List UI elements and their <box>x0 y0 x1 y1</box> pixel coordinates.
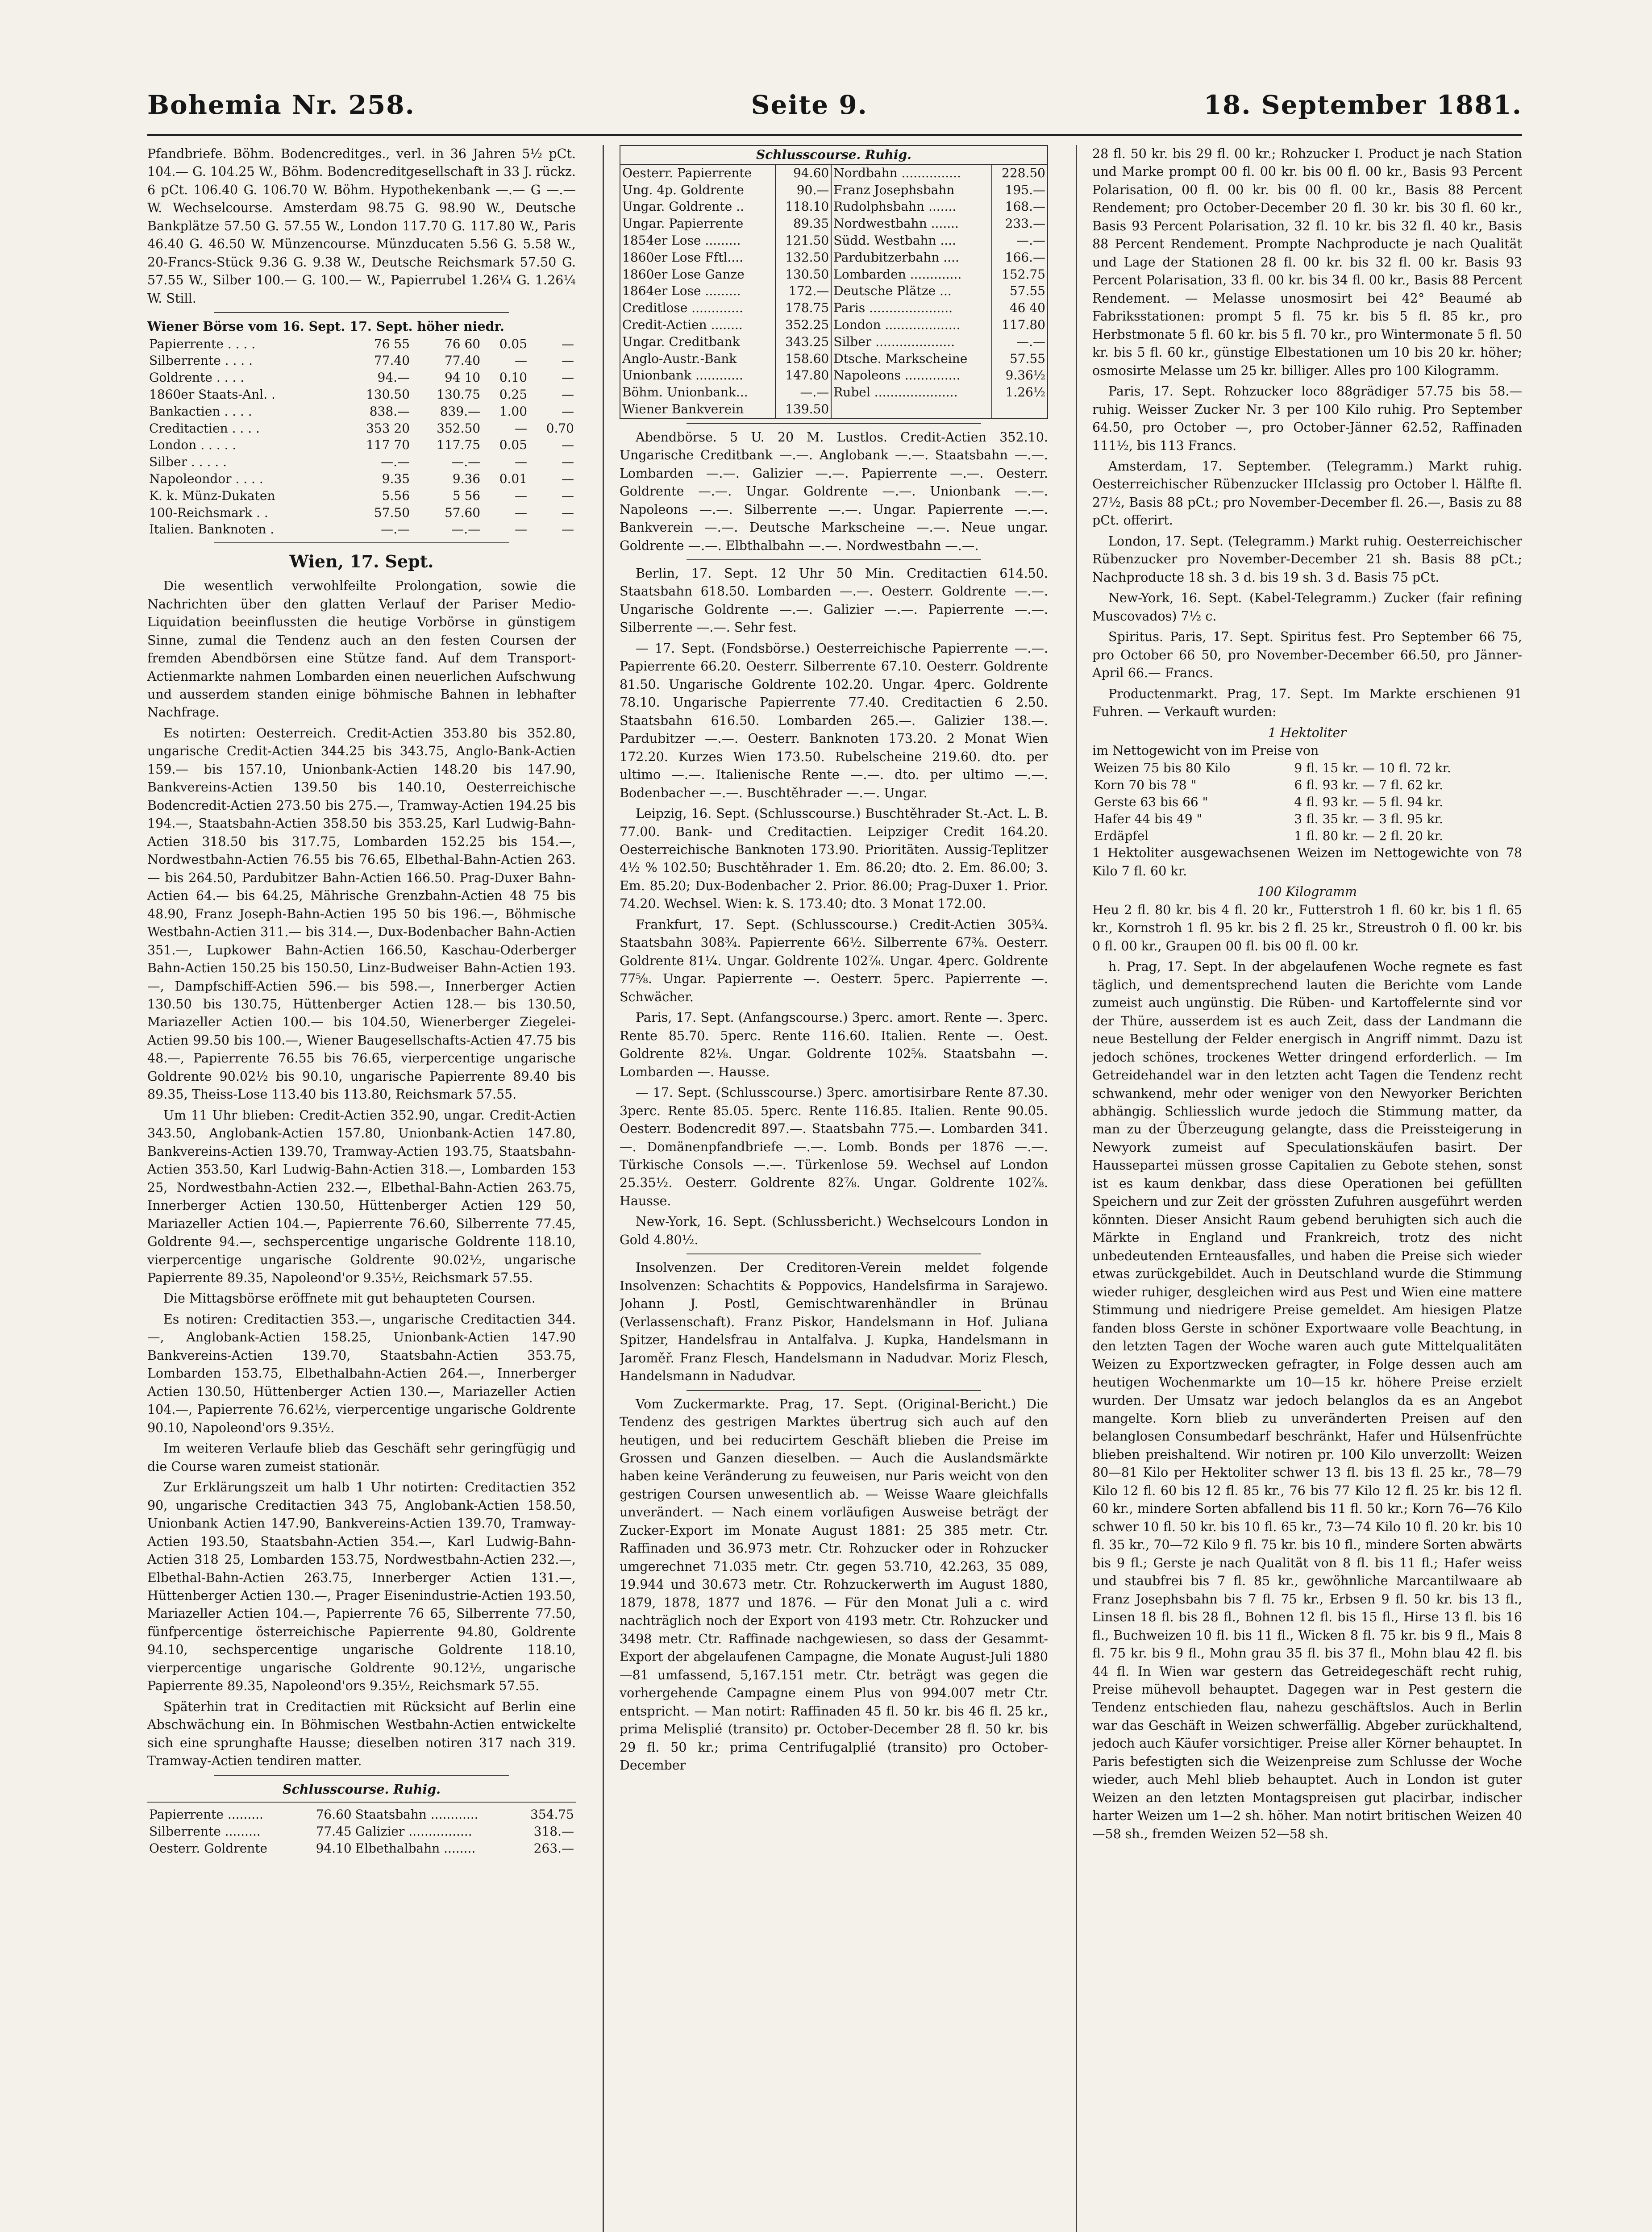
table-cell: 57.60 <box>444 505 481 520</box>
table-cell: Napoleondor . . . . <box>149 471 263 487</box>
paris-paragraph: — 17. Sept. (Schlusscourse.) 3perc. amortisirbare Rente 87.30. 3perc. Rente 85.05. 5perc. Rente 116.85. Italien. Rente 90.05. Oesterr. Bodencredit 897.—. Staatsbahn 775.—. Lombarden 341.—. Domänenpfandbriefe —.—. Lomb. Bonds per 1876 —.—. Türkische Consols —.—. Türkenlose 59. Wechsel auf London 25.35½. Oesterr. Goldrente 82⅞. Ungar. Goldrente 102⅞. Hausse. <box>620 1085 1048 1208</box>
table-cell: Weizen 75 bis 80 Kilo <box>1094 761 1231 776</box>
wien-paragraph: Die wesentlich verwohlfeilte Prolongation, sowie die Nachrichten über den glatten Verlauf der Pariser Medio-Liquidation beeinflussten die heutige Vorbörse in günstigem Sinne, zumal die Tendenz auch an den festen Coursen der fremden Abendbörsen eine Stütze fand. Auf dem Transport-Actienmarkte nahmen Lombarden einen neuerlichen Aufschwung und ausserdem standen einige böhmische Bahnen in lebhafter Nachfrage. <box>147 579 576 720</box>
table-cell: 76.60 <box>316 1807 352 1822</box>
grain-row <box>1092 794 1522 811</box>
boerse-row <box>147 437 576 454</box>
table-cell: Erdäpfel <box>1094 828 1149 843</box>
section-rule <box>147 1802 576 1803</box>
table-cell: Südd. Westbahn .... <box>831 232 992 249</box>
productenmarkt-paragraph: Productenmarkt. Prag, 17. Sept. Im Markte erschienen 91 Fuhren. — Verkauft wurden: <box>1092 686 1522 720</box>
table-cell: 46 40 <box>1009 300 1045 316</box>
table-cell: 1864er Lose ......... <box>620 283 775 300</box>
schluss-row <box>620 215 1048 232</box>
table-cell: 1860er Lose Fftl.... <box>620 249 775 266</box>
table-cell: Credit-Actien ........ <box>620 316 775 333</box>
table-cell: Silber . . . . . <box>149 454 227 470</box>
table-cell: 6 fl. 93 kr. — 7 fl. 62 kr. <box>1294 778 1443 793</box>
table-cell: 318.— <box>533 1824 574 1839</box>
table-cell: 0.05 <box>499 336 528 351</box>
table-cell: 1.26½ <box>1005 385 1045 400</box>
table-cell: — <box>562 471 574 487</box>
table-cell: 77.40 <box>444 353 481 368</box>
table-cell: — <box>515 522 528 537</box>
table-cell: 76 60 <box>444 336 481 351</box>
table-cell: 343.25 <box>775 333 831 350</box>
boerse-row <box>147 471 576 487</box>
table-cell: Bankactien . . . . <box>149 404 252 419</box>
table-cell: 1860er Lose Ganze <box>620 266 775 283</box>
amsterdam-paragraph: Amsterdam, 17. September. (Telegramm.) Markt ruhig. Oesterreichischer Rübenzucker IIIclassig pro October l. Hälfte fl. 27½, Basis 88 pCt.; pro November-December fl. 26.—, Basis zu 88 pCt. offerirt. <box>1092 458 1522 528</box>
table-cell: 172.— <box>775 283 831 300</box>
wien-paragraph: Es notirten: Oesterreich. Credit-Actien 353.80 bis 352.80, ungarische Credit-Actien 344.25 bis 343.75, Anglo-Bank-Actien 159.— bis 157.10, Unionbank-Actien 148.20 bis 147.90, Bankvereins-Actien 139.50 bis 140.10, Oesterreichische Bodencredit-Actien 273.50 bis 275.—, Tramway-Actien 194.25 bis 194.—, Staatsbahn-Actien 358.50 bis 353.25, Karl Ludwig-Bahn-Actien 318.50 bis 317.75, Lombarden 152.25 bis 154.—, Nordwestbahn-Actien 76.55 bis 76.65, Elbethal-Bahn-Actien 263.— bis 264.50, Pardubitzer Bahn-Actien 166.50. Prag-Duxer Bahn-Actien 64.— bis 64.25, Mährische Grenzbahn-Actien 48 75 bis 48.90, Franz Joseph-Bahn-Actien 195 50 bis 196.—, Böhmische Westbahn-Actien 311.— bis 314.—, Dux-Bodenbacher Bahn-Actien 351.—, Lupkower Bahn-Actien 166.50, Kaschau-Oderberger Bahn-Actien 150.25 bis 150.50, Linz-Budweiser Bahn-Actien 193.—, Dampfschiff-Actien 596.— bis 598.—, Innerberger Actien 130.50 bis 130.75, Hüttenberger Actien 128.— bis 130.50, Mariazeller Actien 100.— bis 104.50, Wienerberger Ziegelei-Actien 99.50 bis 100.—, Wiener Baugesellschafts-Actien 47.75 bis 48.—, Papierrente 76.55 bis 76.65, vierpercentige ungarische Goldrente 90.02½ bis 90.10, ungarische Papierrente 89.40 bis 89.35, Theiss-Lose 113.40 bis 113.80, Reichsmark 57.55. <box>147 725 576 1102</box>
table-cell: Dtsche. Markscheine <box>831 350 992 367</box>
table-cell: —.— <box>1016 334 1045 349</box>
table-cell: 77.45 <box>316 1824 352 1839</box>
table-cell: 9.35 <box>382 471 410 487</box>
table-cell: 354.75 <box>530 1807 574 1822</box>
newspaper-page <box>147 67 1522 2232</box>
table-cell: 352.25 <box>775 316 831 333</box>
table-cell: Korn 70 bis 78 " <box>1094 778 1197 793</box>
table-cell: 77.40 <box>374 353 410 368</box>
zucker-continued: 28 fl. 50 kr. bis 29 fl. 00 kr.; Rohzucker I. Product je nach Station und Marke prompt 00 fl. 00 kr. bis 00 fl. 00 kr., Basis 93 Percent Polarisation, 00 fl. 00 kr. bis 00 fl. 00 kr., Basis 88 Percent Rendement; pro October-December 20 fl. 30 kr. bis 30 fl. 60 kr., Basis 93 Percent Polarisation, 32 fl. 10 kr. bis 32 fl. 40 kr., Basis 88 Percent Rendement. Prompte Nachproducte je nach Qualität und Lage der Stationen 28 fl. 00 kr. bis 32 fl. 00 kr. Basis 93 Percent Polarisation, 33 fl. 00 kr. bis 34 fl. 00 kr., Basis 88 Percent Rendement. — Melasse unosmosirt bei 42° Beaumé ab Fabriksstationen: prompt 5 fl. 75 kr. bis 5 fl. 85 kr., pro Herbstmonate 5 fl. 60 kr. bis 5 fl. 70 kr., pro Wintermonate 5 fl. 50 kr. bis 5 fl. 60 kr., günstige Elbestationen um 10 bis 20 kr. höher; osmosirte Melasse um 25 kr. billiger. Alles pro 100 Kilogramm. <box>1092 146 1522 378</box>
column-2 <box>620 145 1048 2232</box>
table-cell: 117.75 <box>437 437 481 453</box>
table-cell: 4 fl. 93 kr. — 5 fl. 94 kr. <box>1294 795 1443 810</box>
table-cell: 168.— <box>1005 199 1045 214</box>
table-cell: —.— <box>775 384 831 401</box>
table-cell: 57.50 <box>374 505 410 520</box>
table-cell: Silberrente ......... <box>149 1824 261 1839</box>
schluss-row <box>620 249 1048 266</box>
kilogramm-label: 100 Kilogramm <box>1257 884 1357 899</box>
abendboerse-paragraph: Abendbörse. 5 U. 20 M. Lustlos. Credit-Actien 352.10. Ungarische Creditbank —.—. Anglobank —.—. Staatsbahn —.—. Lombarden —.—. Galizier —.—. Papierrente —.—. Oesterr. Goldrente —.—. Ungar. Goldrente —.—. Unionbank —.—. Napoleons —.—. Silberrente —.—. Ungar. Papierrente —.—. Bankverein —.—. Deutsche Markscheine —.—. Neue ungar. Goldrente —.—. Elbthalbahn —.—. Nordwestbahn —.—. <box>620 429 1048 553</box>
schluss-row <box>620 367 1048 384</box>
table-cell: 139.50 <box>775 401 831 418</box>
column-1 <box>147 145 576 2232</box>
table-cell: Paris ..................... <box>831 300 992 316</box>
heu-paragraph: Heu 2 fl. 80 kr. bis 4 fl. 20 kr., Futterstroh 1 fl. 60 kr. bis 1 fl. 65 kr., Kornstroh 1 fl. 95 kr. bis 2 fl. 25 kr., Streustroh 0 fl. 00 kr. bis 0 fl. 00 kr., Graupen 00 fl. bis 00 fl. 00 kr. <box>1092 902 1522 954</box>
table-cell: 94 10 <box>444 370 481 385</box>
table-cell: Napoleons .............. <box>831 367 992 384</box>
table-cell: Papierrente . . . . <box>149 336 256 351</box>
section-rule <box>214 542 509 543</box>
table-cell: Italien. Banknoten . <box>149 522 275 537</box>
getreide-paragraph: h. Prag, 17. Sept. In der abgelaufenen Woche regnete es fast täglich, und dementsprechend lauten die Berichte vom Lande zumeist auch ungünstig. Die Rüben- und Kartoffelernte sind vor der Thüre, ausserdem ist es auch Zeit, dass der Landmann die neue Bestellung der Felder energisch in Angriff nimmt. Dazu ist jedoch schönes, trockenes Wetter dringend erforderlich. — Im Getreidehandel war in den letzten acht Tagen die Tendenz recht schwankend, mehr oder weniger von den Newyorker Berichten abhängig. Schliesslich wurde jedoch die Stimmung matter, da man zu der Überzeugung gelangte, dass die Preissteigerung in Newyork zumeist auf Speculationskäufen basirt. Der Haussepartei müssen grosse Capitalien zu Gebote stehen, sonst ist es kaum denkbar, dass diese Operationen bei gefüllten Speichern und zur Zeit der grössten Zufuhren ausgeführt werden könnten. Dieser Ansicht Raum gebend beruhigten sich auch die Märkte in England und Frankreich, trotz des nicht unbedeutenden Ernteausfalles, und haben die Preise sich wieder etwas zurückgebildet. Auch in Deutschland wurde die Stimmung wieder ruhiger, desgleichen wird aus Pest und Wien eine mattere Stimmung und niedrigere Preise gemeldet. Am hiesigen Platze fanden bloss Gerste in schöner Exportwaare volle Beachtung, in den letzten Tagen der Woche waren auch gute Mittelqualitäten Weizen zu Exportzwecken gefragter, in Folge dessen auch am heutigen Wochenmarkte um 10—15 kr. höhere Preise erzielt wurden. Der Umsatz war jedoch belanglos da es an Angebot mangelte. Korn blieb zu unveränderten Preisen auf den belanglosen Consumbedarf beschränkt, Hafer und Hülsenfrüchte blieben preishaltend. Wir notiren pr. 100 Kilo unverzollt: Weizen 80—81 Kilo per Hektoliter schwer 13 fl. bis 13 fl. 25 kr., 78—79 Kilo 12 fl. 60 bis 12 fl. 85 kr., 76 bis 77 Kilo 12 fl. 25 kr. bis 12 fl. 60 kr., mindere Sorten abfallend bis 11 fl. 50 kr.; Korn 76—76 Kilo schwer 10 fl. 50 kr. bis 10 fl. 65 kr., 73—74 Kilo 10 fl. 20 kr. bis 10 fl. 35 kr., 70—72 Kilo 9 fl. 75 kr. bis 10 fl., mindere Sorten abwärts bis 9 fl.; Gerste je nach Qualität von 8 fl. bis 11 fl.; Hafer weiss und staubfrei bis 7 fl. 85 kr., gewöhnliche Marcantilwaare ab Franz Josephsbahn bis 7 fl. 75 kr., Erbsen 9 fl. 50 kr. bis 13 fl., Linsen 18 fl. bis 28 fl., Bohnen 12 fl. bis 15 fl., Hirse 13 fl. bis 16 fl., Buchweizen 10 fl. bis 11 fl., Wicken 8 fl. 75 kr. bis 9 fl., Mais 8 fl. 75 kr. bis 9 fl., Mohn grau 35 fl. bis 37 fl., Mohn blau 42 fl. bis 44 fl. In Wien war gestern das Getreidegeschäft recht ruhig, Preise mühevoll behauptet. Dagegen war in Pest gestern die Tendenz entschieden flau, nahezu geschäftslos. Auch in Berlin war das Geschäft in Weizen schwerfällig. Abgeber zurückhaltend, jedoch auch Käufer vorsichtiger. Preise aller Körner behauptet. In Paris befestigten sich die Weizenpreise zum Schlusse der Woche wieder, auch Mehl blieb behauptet. Auch in London ist guter Weizen an den letzten Montagspreisen gut placirbar, indischer harter Weizen um 1—2 sh. höher. Man notirt britischen Weizen 40—58 sh., fremden Weizen 52—58 sh. <box>1092 959 1522 1841</box>
table-cell: — <box>562 336 574 351</box>
wien-paragraph: Um 11 Uhr blieben: Credit-Actien 352.90, ungar. Credit-Actien 343.50, Anglobank-Actien 157.80, Unionbank-Actien 147.80, Bankvereins-Actien 139.70, Tramway-Actien 193.75, Staatsbahn-Actien 353.50, Karl Ludwig-Bahn-Actien 318.—, Lombarden 153 25, Nordwestbahn-Actien 232.—, Elbethal-Bahn-Actien 263.75, Innerberger Actien 130.50, Hüttenberger Actien 129 50, Mariazeller Actien 104.—, Papierrente 76.60, Silberrente 77.45, Goldrente 94.—, sechspercentige ungarische Goldrente 118.10, vierpercentige ungarische Goldrente 90.02½, ungarische Papierrente 89.35, Napoleond'or 9.35½, Reichsmark 57.55. <box>147 1108 576 1286</box>
section-rule <box>214 1775 509 1776</box>
boerse-row <box>147 386 576 403</box>
boerse-row <box>147 504 576 521</box>
grain-price-table <box>1092 760 1522 844</box>
table-cell: — <box>562 454 574 470</box>
table-cell: 89.35 <box>775 215 831 232</box>
london-paragraph: London, 17. Sept. (Telegramm.) Markt ruhig. Oesterreichischer Rübenzucker pro November-December 21 sh. Basis 88 pCt.; Nachproducte 18 sh. 3 d. bis 19 sh. 3 d. Basis 75 pCt. <box>1092 533 1522 585</box>
table-cell: 1.00 <box>499 404 528 419</box>
table-cell: — <box>515 488 528 503</box>
table-cell: Creditactien . . . . <box>149 421 260 436</box>
schluss-row <box>620 198 1048 215</box>
boerse-row <box>147 521 576 538</box>
table-cell: 94.60 <box>775 164 831 182</box>
schlusscourse-heading: Schlusscourse. Ruhig. <box>620 145 1048 164</box>
section-rule <box>687 559 981 560</box>
table-cell: Unionbank ............ <box>620 367 775 384</box>
wiener-boerse-table <box>147 336 576 538</box>
table-cell: — <box>562 370 574 385</box>
table-cell: Oesterr. Papierrente <box>620 164 775 182</box>
table-cell: Oesterr. Goldrente <box>149 1841 268 1856</box>
boerse-row <box>147 352 576 369</box>
boerse-row <box>147 369 576 386</box>
table-cell: 839.— <box>440 404 481 419</box>
column-3 <box>1092 145 1522 2232</box>
schlusscourse-table-small <box>147 1806 576 1857</box>
table-cell: London . . . . . <box>149 437 237 453</box>
table-cell: 121.50 <box>775 232 831 249</box>
table-cell: Wiener Bankverein <box>620 401 775 418</box>
table-cell <box>992 401 1048 418</box>
table-cell: Deutsche Plätze ... <box>831 283 992 300</box>
table-cell: London ................... <box>831 316 992 333</box>
grain-table-heading: im Nettogewicht von im Preise von <box>1092 743 1319 758</box>
table-cell: 263.— <box>533 1841 574 1856</box>
table-cell: 0.25 <box>499 387 528 402</box>
table-cell: 0.70 <box>546 421 574 436</box>
table-cell: 118.10 <box>775 198 831 215</box>
table-cell: —.— <box>451 522 481 537</box>
table-cell: —.— <box>451 454 481 470</box>
table-cell: 132.50 <box>775 249 831 266</box>
schluss-row <box>620 333 1048 350</box>
table-cell: —.— <box>381 522 410 537</box>
wien-heading: Wien, 17. Sept. <box>289 551 434 572</box>
table-cell: 90.— <box>775 182 831 199</box>
table-cell: 117.80 <box>1002 317 1045 332</box>
schluss-row <box>620 266 1048 283</box>
boerse-row <box>147 487 576 504</box>
grain-row <box>1092 760 1522 777</box>
paris-paragraph: Paris, 17. Sept. (Anfangscourse.) 3perc. amort. Rente —. 3perc. Rente 85.70. 5perc. Rente 116.60. Italien. Rente —. Oest. Goldrente 82⅛. Ungar. Goldrente 102⅝. Staatsbahn —. Lombarden —. Hausse. <box>620 1010 1048 1079</box>
table-cell: 0.10 <box>499 370 528 385</box>
boerse-row <box>147 454 576 471</box>
table-cell: — <box>562 488 574 503</box>
table-cell: 100-Reichsmark . . <box>149 505 268 520</box>
table-cell: — <box>562 353 574 368</box>
newyork-paragraph: New-York, 16. Sept. (Schlussbericht.) Wechselcours London in Gold 4.80½. <box>620 1214 1048 1247</box>
grain-row <box>1092 777 1522 794</box>
table-cell: 94.10 <box>316 1841 352 1856</box>
table-cell: Creditlose ............. <box>620 300 775 316</box>
column-divider <box>603 145 604 2232</box>
table-cell: 353 20 <box>366 421 410 436</box>
table-cell: Anglo-Austr.-Bank <box>620 350 775 367</box>
schluss-row <box>147 1806 576 1823</box>
newyork-zucker-paragraph: New-York, 16. Sept. (Kabel-Telegramm.) Zucker (fair refining Muscovados) 7½ c. <box>1092 591 1522 624</box>
table-cell: — <box>515 454 528 470</box>
table-cell: 5.56 <box>382 488 410 503</box>
table-cell: 147.80 <box>775 367 831 384</box>
table-cell: Franz Josephsbahn <box>831 182 992 199</box>
frankfurt-paragraph: Frankfurt, 17. Sept. (Schlusscourse.) Credit-Actien 305¾. Staatsbahn 308¾. Papierrente 66½. Silberrente 67⅜. Oesterr. Goldrente 81¼. Ungar. Goldrente 102⅞. Ungar. 4perc. Goldrente 77⅝. Ungar. Papierrente —. Oesterr. 5perc. Papierrente —. Schwächer. <box>620 917 1048 1004</box>
table-cell: 130.75 <box>437 387 481 402</box>
table-cell: 130.50 <box>366 387 410 402</box>
table-cell: — <box>562 404 574 419</box>
grain-row <box>1092 828 1522 845</box>
table-cell: 166.— <box>1005 250 1045 265</box>
table-cell: Böhm. Unionbank... <box>620 384 775 401</box>
boerse-row <box>147 403 576 420</box>
table-cell: 1854er Lose ......... <box>620 232 775 249</box>
wien-paragraph: Im weiteren Verlaufe blieb das Geschäft sehr geringfügig und die Course waren zumeist stationär. <box>147 1441 576 1474</box>
table-cell: 3 fl. 35 kr. — 3 fl. 95 kr. <box>1294 811 1443 826</box>
table-cell: Rudolphsbahn ....... <box>831 198 992 215</box>
table-cell: Silberrente . . . . <box>149 353 253 368</box>
zuckermarkt-paragraph: Vom Zuckermarkte. Prag, 17. Sept. (Original-Bericht.) Die Tendenz des gestrigen Marktes übertrug sich auch auf den heutigen, und bei reducirtem Geschäft blieben die Preise im Grossen und Ganzen dieselben. — Auch die Auslandsmärkte haben keine Veränderung zu feuweisen, nur Paris weicht von den gestrigen Coursen unwesentlich ab. — Weisse Waare gleichfalls unverändert. — Nach einem vorläufigen Ausweise beträgt der Zucker-Export im Monate August 1881: 25 385 metr. Ctr. Raffinaden und 36.973 metr. Ctr. Rohzucker oder in Rohzucker umgerechnet 71.035 metr. Ctr. gegen 53.710, 42.263, 35 089, 19.944 und 30.673 metr. Ctr. Rohzuckerwerth im August 1880, 1879, 1878, 1877 und 1876. — Für den Monat Juli a c. wird nachträglich noch der Export von 4193 metr. Ctr. Rohzucker und 3498 metr. Ctr. Raffinade nachgewiesen, so dass der Gesammt-Export der abgelaufenen Campagne, die Monate August-Juli 1880—81 umfassend, 5,167.151 metr. Ctr. beträgt was gegen die vorhergehende Campagne einem Plus von 994.007 metr Ctr. entspricht. — Man notirt: Raffinaden 45 fl. 50 kr. bis 46 fl. 25 kr., prima Melisplié (transito) pr. October-December 28 fl. 50 kr. bis 29 fl. 50 kr.; prima Centrifugalplié (transito) pro October-December <box>620 1396 1048 1773</box>
section-rule <box>687 1390 981 1391</box>
section-rule <box>687 1253 981 1254</box>
boerse-table-title: Wiener Börse vom 16. Sept. 17. Sept. höher niedr. <box>147 319 504 334</box>
table-cell: 9.36 <box>452 471 481 487</box>
table-cell: Galizier ................ <box>355 1824 472 1839</box>
boerse-row <box>147 420 576 437</box>
table-cell: Staatsbahn ............ <box>355 1807 479 1822</box>
table-cell: K. k. Münz-Dukaten <box>149 488 275 503</box>
hektoliter-note: 1 Hektoliter ausgewachsenen Weizen im Nettogewichte von 78 Kilo 7 fl. 60 kr. <box>1092 845 1522 879</box>
table-cell: — <box>562 522 574 537</box>
table-cell: Ungar. Goldrente .. <box>620 198 775 215</box>
schluss-row <box>620 350 1048 367</box>
schluss-row <box>620 283 1048 300</box>
schluss-row <box>147 1840 576 1857</box>
page-number: Seite 9. <box>751 90 868 120</box>
table-cell: 130.50 <box>775 266 831 283</box>
header-rule <box>147 134 1522 136</box>
table-cell: Ung. 4p. Goldrente <box>620 182 775 199</box>
boerse-row <box>147 336 576 353</box>
berlin-paragraph: Berlin, 17. Sept. 12 Uhr 50 Min. Creditactien 614.50. Staatsbahn 618.50. Lombarden —.—. Oesterr. Goldrente —.—. Ungarische Goldrente —.—. Galizier —.—. Papierrente —.—. Silberrente —.—. Sehr fest. <box>620 566 1048 635</box>
schluss-row <box>620 401 1048 418</box>
publication-title: Bohemia Nr. 258. <box>147 90 415 120</box>
table-cell: 1860er Staats-Anl. . <box>149 387 275 402</box>
table-cell: 9 fl. 15 kr. — 10 fl. 72 kr. <box>1294 761 1451 776</box>
table-cell: 94.— <box>377 370 410 385</box>
table-cell: 152.75 <box>1002 267 1045 282</box>
schluss-row <box>620 384 1048 401</box>
table-cell <box>831 401 992 418</box>
table-cell: 57.55 <box>1009 351 1045 366</box>
table-cell: Papierrente ......... <box>149 1807 263 1822</box>
table-cell: Rubel ..................... <box>831 384 992 401</box>
column-divider <box>1076 145 1077 2232</box>
schluss-row <box>620 164 1048 182</box>
insolvenzen-paragraph: Insolvenzen. Der Creditoren-Verein meldet folgende Insolvenzen: Schachtits & Poppovics, Handelsfirma in Sarajewo. Johann J. Postl, Gemischtwarenhändler in Brünau (Verlassenschaft). Franz Piskor, Handelsmann in Hof. Juliana Spitzer, Handelsfrau in Antalfalva. J. Kupka, Handelsmann in Jaroměř. Franz Flesch, Handelsmann in Nadudvar. Moriz Flesch, Handelsmann in Nadudvar. <box>620 1260 1048 1384</box>
berlin-paragraph: — 17. Sept. (Fondsbörse.) Oesterreichische Papierrente —.—. Papierrente 66.20. Oesterr. Silberrente 67.10. Oesterr. Goldrente 81.50. Ungarische Goldrente 102.20. Ungar. 4perc. Goldrente 78.10. Ungarische Papierrente 77.40. Creditactien 6 2.50. Staatsbahn 616.50. Lombarden 265.—. Galizier 138.—. Pardubitzer —.—. Oesterr. Banknoten 173.20. 2 Monat Wien 172.20. Kurzes Wien 173.50. Rubelscheine 219.60. dto. per ultimo —.—. Italienische Rente —.—. dto. per ultimo —.—. Bodenbacher —.—. Buschtěhrader —.—. Ungar. <box>620 641 1048 800</box>
pfandbriefe-paragraph: Pfandbriefe. Böhm. Bodencreditges., verl. in 36 Jahren 5½ pCt. 104.— G. 104.25 W., Böhm. Bodencreditgesellschaft in 33 J. rückz. 6 pCt. 106.40 G. 106.70 W. Böhm. Hypothekenbank —.— G —.— W. Wechselcourse. Amsterdam 98.75 G. 98.90 W., Deutsche Bankplätze 57.50 G. 57.55 W., London 117.70 G. 117.80 W., Paris 46.40 G. 46.50 W. Münzencourse. Münzducaten 5.56 G. 5.58 W., 20-Francs-Stück 9.36 G. 9.38 W., Deutsche Reichsmark 57.50 G. 57.55 W., Silber 100.— G. 100.— W., Papierrubel 1.26¼ G. 1.26¼ W. Still. <box>147 146 576 306</box>
table-cell: 352.50 <box>437 421 481 436</box>
schluss-row <box>620 182 1048 199</box>
wien-paragraph: Die Mittagsbörse eröffnete mit gut behaupteten Coursen. <box>163 1291 536 1306</box>
table-cell: Pardubitzerbahn .... <box>831 249 992 266</box>
table-cell: Ungar. Creditbank <box>620 333 775 350</box>
table-cell: — <box>515 421 528 436</box>
table-cell: 1 fl. 80 kr. — 2 fl. 20 kr. <box>1294 828 1443 843</box>
table-cell: Gerste 63 bis 66 " <box>1094 795 1208 810</box>
section-rule <box>214 312 509 313</box>
hektoliter-label: 1 Hektoliter <box>1268 725 1346 740</box>
table-cell: Silber .................... <box>831 333 992 350</box>
table-cell: 233.— <box>1005 216 1045 231</box>
table-cell: Elbethalbahn ........ <box>355 1841 476 1856</box>
table-cell: 0.05 <box>499 437 528 453</box>
zucker-paris-paragraph: Paris, 17. Sept. Rohzucker loco 88grädiger 57.75 bis 58.— ruhig. Weisser Zucker Nr. 3 per 100 Kilo ruhig. Pro September 64.50, pro October —, pro October-Jänner 62.52, Raffinaden 111½, bis 113 Francs. <box>1092 384 1522 453</box>
page-header <box>147 80 1522 129</box>
table-cell: 195.— <box>1005 182 1045 197</box>
schluss-row <box>620 300 1048 316</box>
table-cell: Goldrente . . . . <box>149 370 245 385</box>
schlusscourse-table <box>620 164 1048 419</box>
wien-paragraph: Es notiren: Creditactien 353.—, ungarische Creditactien 344.—, Anglobank-Actien 158.25, Unionbank-Actien 147.90 Bankvereins-Actien 139.70, Staatsbahn-Actien 353.75, Lombarden 153.75, Elbethalbahn-Actien 264.—, Innerberger Actien 130.50, Hüttenberger Actien 130.—, Mariazeller Actien 104.—, Papierrente 76.62½, vierpercentige ungarische Goldrente 90.10, Napoleond'ors 9.35½. <box>147 1312 576 1435</box>
schluss-row <box>620 316 1048 333</box>
table-cell: 178.75 <box>775 300 831 316</box>
table-cell: 838.— <box>369 404 410 419</box>
table-cell: Ungar. Papierrente <box>620 215 775 232</box>
table-cell: 0.01 <box>499 471 528 487</box>
publication-date: 18. September 1881. <box>1203 90 1522 120</box>
table-cell: Nordbahn ............... <box>831 164 992 182</box>
table-cell: —.— <box>381 454 410 470</box>
table-cell: 57.55 <box>1009 283 1045 299</box>
table-cell: —.— <box>1016 233 1045 248</box>
table-cell: Nordwestbahn ....... <box>831 215 992 232</box>
schluss-row <box>620 232 1048 249</box>
table-cell: — <box>562 437 574 453</box>
wien-paragraph: Zur Erklärungszeit um halb 1 Uhr notirten: Creditactien 352 90, ungarische Creditactien 343 75, Anglobank-Actien 158.50, Unionbank Actien 147.90, Bankvereins-Actien 139.70, Tramway-Actien 193.50, Staatsbahn-Actien 354.—, Karl Ludwig-Bahn-Actien 318 25, Lombarden 153.75, Nordwestbahn-Actien 232.—, Elbethal-Bahn-Actien 263.75, Innerberger Actien 131.—, Hüttenberger Actien 130.—, Prager Eisenindustrie-Actien 193.50, Mariazeller Actien 104.—, Papierrente 76 65, Silberrente 77.50, fünfpercentige österreichische Papierrente 94.80, Goldrente 94.10, sechspercentige ungarische Goldrente 118.10, vierpercentige ungarische Goldrente 90.12½, ungarische Papierrente 89.35, Napoleond'ors 9.35½, Reichsmark 57.55. <box>147 1480 576 1694</box>
spiritus-paragraph: Spiritus. Paris, 17. Sept. Spiritus fest. Pro September 66 75, pro October 66 50, pro November-December 66.50, pro Jänner-April 66.— Francs. <box>1092 629 1522 681</box>
table-cell: Hafer 44 bis 49 " <box>1094 811 1203 826</box>
table-cell: — <box>515 353 528 368</box>
wien-paragraph: Späterhin trat in Creditactien mit Rücksicht auf Berlin eine Abschwächung ein. In Böhmischen Westbahn-Actien entwickelte sich eine sprunghafte Hausse; dieselben notiren 317 nach 319. Tramway-Actien tendiren matter. <box>147 1699 576 1769</box>
grain-row <box>1092 811 1522 828</box>
schluss-row <box>147 1823 576 1840</box>
schluss-heading: Schlusscourse. Ruhig. <box>282 1781 441 1797</box>
table-cell: 76 55 <box>374 336 410 351</box>
section-rule <box>687 423 981 424</box>
table-cell: 5 56 <box>452 488 481 503</box>
table-cell: — <box>515 505 528 520</box>
table-cell: 9.36½ <box>1005 368 1045 383</box>
table-cell: 228.50 <box>1002 165 1045 180</box>
table-cell: 117 70 <box>366 437 410 453</box>
table-cell: — <box>562 387 574 402</box>
table-cell: — <box>562 505 574 520</box>
table-cell: Lombarden ............. <box>831 266 992 283</box>
leipzig-paragraph: Leipzig, 16. Sept. (Schlusscourse.) Buschtěhrader St.-Act. L. B. 77.00. Bank- und Creditactien. Leipziger Credit 164.20. Oesterreichische Banknoten 173.90. Prioritäten. Aussig-Teplitzer 4½ % 102.50; Buschtěhrader 1. Em. 86.20; dto. 2. Em. 86.00; 3. Em. 85.20; Dux-Bodenbacher 2. Prior. 86.00; Prag-Duxer 1. Prior. 74.20. Wechsel. Wien: k. S. 173.40; dto. 3 Monat 172.00. <box>620 806 1048 912</box>
table-cell: 158.60 <box>775 350 831 367</box>
